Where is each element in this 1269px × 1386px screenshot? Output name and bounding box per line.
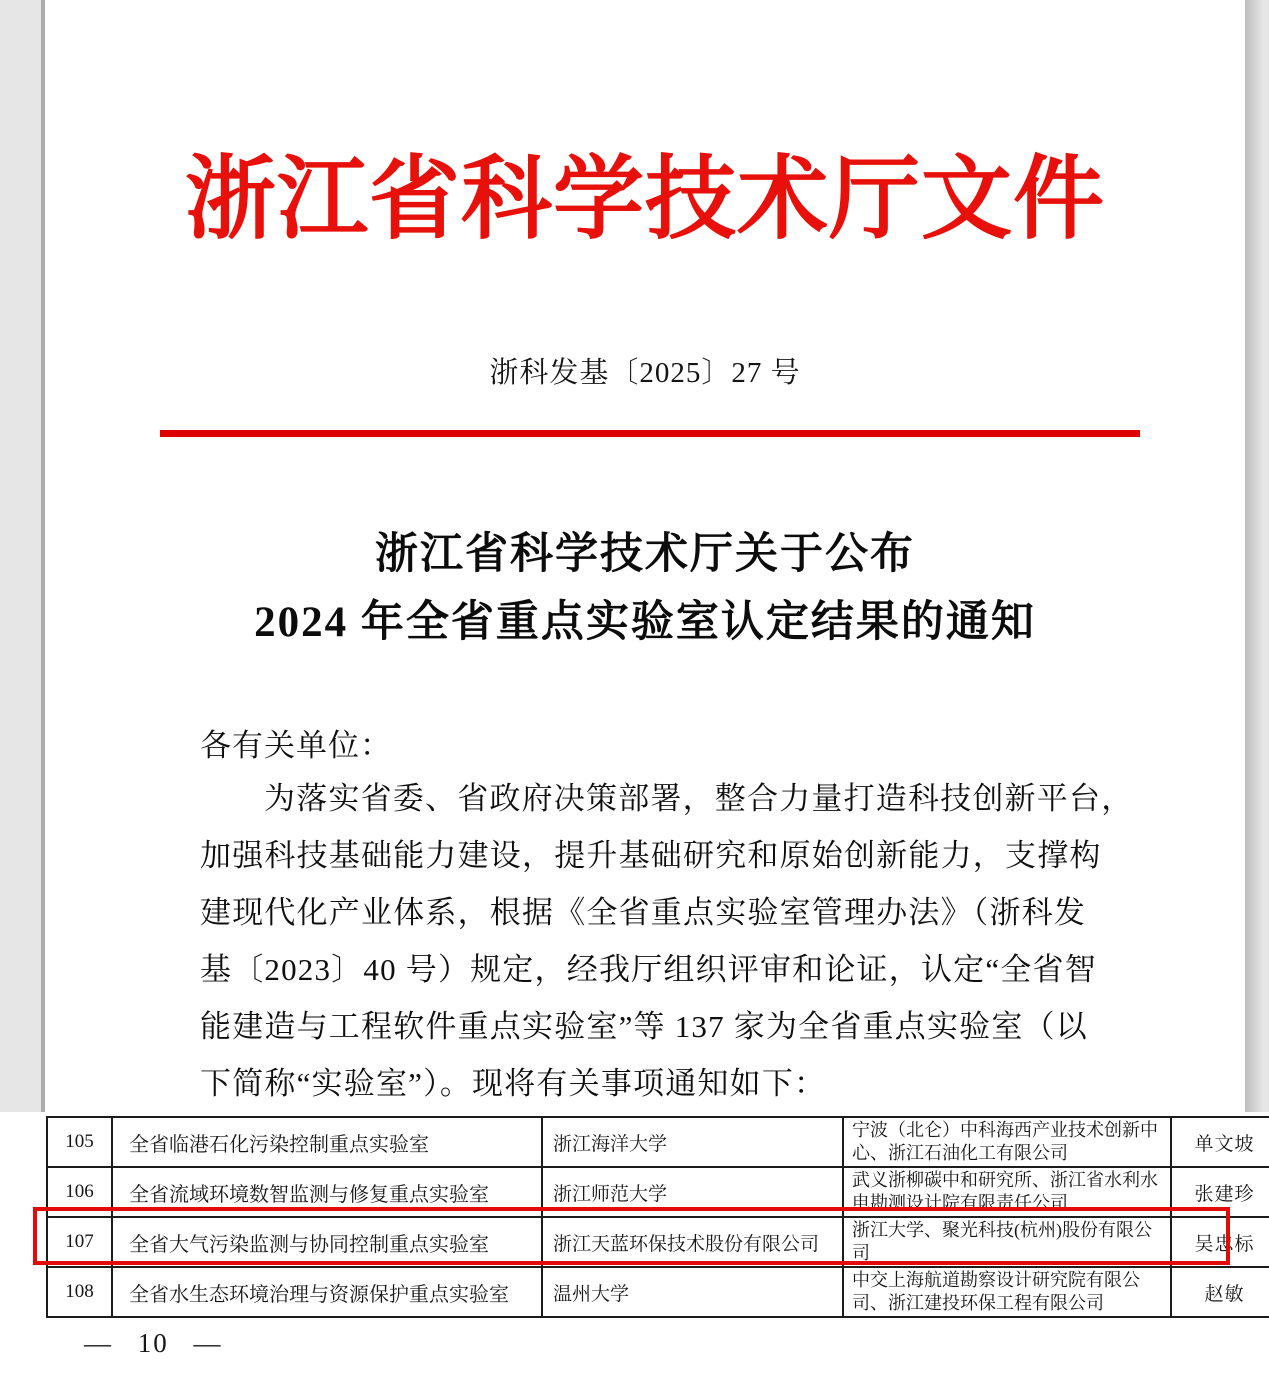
notice-title-line2: 2024 年全省重点实验室认定结果的通知 [254, 599, 1036, 646]
page-right-edge [1245, 0, 1269, 1112]
lab-name-cell: 全省流域环境数智监测与修复重点实验室 [112, 1167, 542, 1217]
row-number-cell: 108 [47, 1267, 112, 1317]
body-line: 建现代化产业体系，根据《全省重点实验室管理办法》（浙科发 [200, 895, 1087, 930]
lab-name-cell: 全省水生态环境治理与资源保护重点实验室 [112, 1267, 542, 1317]
body-line: 下简称“实验室”）。现将有关事项通知如下： [200, 1066, 827, 1101]
body-line: 加强科技基础能力建设，提升基础研究和原始创新能力，支撑构 [200, 838, 1102, 873]
document-number: 浙科发基〔2025〕27 号 [489, 357, 801, 389]
partner-units-cell: 宁波（北仑）中科海西产业技术创新中心、浙江石油化工有限公司 [843, 1117, 1171, 1167]
body-line: 能建造与工程软件重点实验室”等 137 家为全省重点实验室（以 [200, 1009, 1088, 1044]
letterhead-title: 浙江省科学技术厅文件 [184, 149, 1105, 250]
partner-units-cell: 武义浙柳碳中和研究所、浙江省水利水电勘测设计院有限责任公司 [843, 1167, 1171, 1217]
partner-units-cell: 中交上海航道勘察设计研究院有限公司、浙江建投环保工程有限公司 [843, 1267, 1171, 1317]
director-cell: 单文坡 [1171, 1117, 1269, 1167]
table-section [0, 1112, 1269, 1386]
red-divider-line [160, 430, 1140, 437]
director-cell: 吴忠标 [1171, 1217, 1269, 1267]
director-cell: 张建珍 [1171, 1167, 1269, 1217]
lab-name-cell: 全省大气污染监测与协同控制重点实验室 [112, 1217, 542, 1267]
notice-title-line1: 浙江省科学技术厅关于公布 [375, 531, 915, 578]
host-unit-cell: 浙江天蓝环保技术股份有限公司 [542, 1217, 843, 1267]
body-paragraph [200, 770, 1134, 1112]
table-row [47, 1267, 1269, 1317]
table-row [47, 1117, 1269, 1167]
page-number: — 10 — [84, 1328, 223, 1358]
body-line: 为落实省委、省政府决策部署，整合力量打造科技创新平台， [264, 781, 1134, 816]
host-unit-cell: 浙江师范大学 [542, 1167, 843, 1217]
letter-page [41, 0, 1245, 1112]
salutation: 各有关单位： [200, 728, 392, 763]
director-cell: 赵敏 [1171, 1267, 1269, 1317]
notice-title [45, 521, 1245, 657]
partner-units-cell: 浙江大学、聚光科技(杭州)股份有限公司 [843, 1217, 1171, 1267]
host-unit-cell: 温州大学 [542, 1267, 843, 1317]
host-unit-cell: 浙江海洋大学 [542, 1117, 843, 1167]
body-line: 基〔2023〕40 号）规定，经我厅组织评审和论证，认定“全省智 [200, 952, 1097, 987]
row-number-cell: 107 [47, 1217, 112, 1267]
row-number-cell: 105 [47, 1117, 112, 1167]
lab-name-cell: 全省临港石化污染控制重点实验室 [112, 1117, 542, 1167]
row-107-highlight-box [33, 1207, 1230, 1265]
row-number-cell: 106 [47, 1167, 112, 1217]
